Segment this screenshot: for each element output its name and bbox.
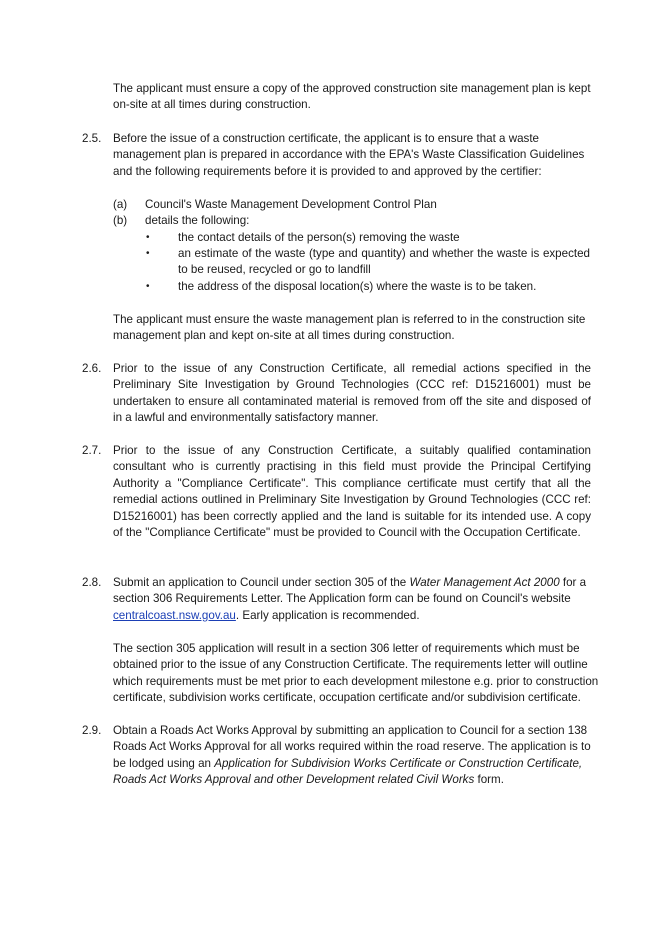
application-form-title: Application for Subdivision Works Certificate or Construction Certificate, Roads Act Works Approval and other Development related Civil Works [113, 756, 583, 787]
section-2-8-para2: The section 305 application will result in a section 306 letter of requirements which must be obtained prior to the issue of any Construction Certificate. The requirements letter will outline which requirements must be met prior to each development milestone e.g. prior to construction certificate, subdivision works certificate, occupation certificate and/or subdivision certificate. [113, 642, 599, 705]
section-2-5-text: Before the issue of a construction certificate, the applicant is to ensure that a waste management plan is prepared in accordance with the EPA's Waste Classification Guidelines and the following requirements before it is provided to and approved by the certifier: [113, 132, 585, 178]
section-2-8-text-post: . Early application is recommended. [235, 608, 420, 622]
bullet-item: the contact details of the person(s) removing the waste [178, 231, 460, 244]
section-2-8-text-mid: for a section 306 Requirements Letter. The Application form can be found on Council's website [113, 576, 587, 606]
sub-item-a-label: (a) [113, 198, 128, 211]
section-2-8-text-pre: Submit an application to Council under section 305 of the [113, 576, 410, 589]
bullet-item: the address of the disposal location(s) where the waste is to be taken. [178, 280, 537, 293]
section-2-6-text: Prior to the issue of any Construction Certificate, all remedial actions specified in the Preliminary Site Investigation by Ground Technologies (CCC ref: D15216001) must be undertaken to ensure all contaminated material is removed from off the site and disposed of in a lawful and environmentally satisfactory manner. [113, 362, 591, 425]
section-2-9-text-post: form. [474, 773, 504, 787]
sub-item-b-label: (b) [113, 214, 128, 227]
section-number-2-6: 2.6. [82, 362, 102, 375]
bullet-marker: • [146, 248, 150, 259]
section-2-9-text [113, 723, 591, 789]
section-2-7-text: Prior to the issue of any Construction Certificate, a suitably qualified contamination consultant who is currently practising in this field must provide the Principal Certifying Authority a "Compliance Certificate". This compliance certificate must certify that all the remedial actions outlined in Preliminary Site Investigation by Ground Technologies (CCC ref: D15216001) has been correctly applied and the land is suitable for its intended use. A copy of the "Compliance Certificate" must be provided to Council with the Occupation Certificate. [113, 444, 591, 540]
sub-item-b-text: details the following: [145, 214, 250, 227]
sub-item-a-text: Council's Waste Management Development Control Plan [145, 198, 437, 211]
section-2-9-text-pre: Obtain a Roads Act Works Approval by submitting an application to Council for a section 138 Roads Act Works Approval for all works required within the road reserve. The application is to be lodged using an [113, 724, 591, 770]
bullet-marker: • [146, 281, 150, 292]
council-website-link[interactable]: centralcoast.nsw.gov.au [113, 608, 236, 622]
act-title: Water Management Act 2000 [409, 576, 560, 589]
section-2-8-text [113, 575, 591, 624]
bullet-item: an estimate of the waste (type and quantity) and whether the waste is expected to be reused, recycled or go to landfill [178, 247, 590, 277]
section-number-2-5: 2.5. [82, 132, 102, 145]
bullet-marker: • [146, 232, 150, 243]
section-number-2-7: 2.7. [82, 444, 102, 457]
intro-paragraph: The applicant must ensure a copy of the approved construction site management plan is kept on-site at all times during construction. [113, 82, 591, 112]
section-2-5-closing: The applicant must ensure the waste management plan is referred to in the construction site management plan and kept on-site at all times during construction. [113, 313, 586, 343]
section-number-2-8: 2.8. [82, 576, 102, 589]
section-number-2-9: 2.9. [82, 724, 102, 737]
